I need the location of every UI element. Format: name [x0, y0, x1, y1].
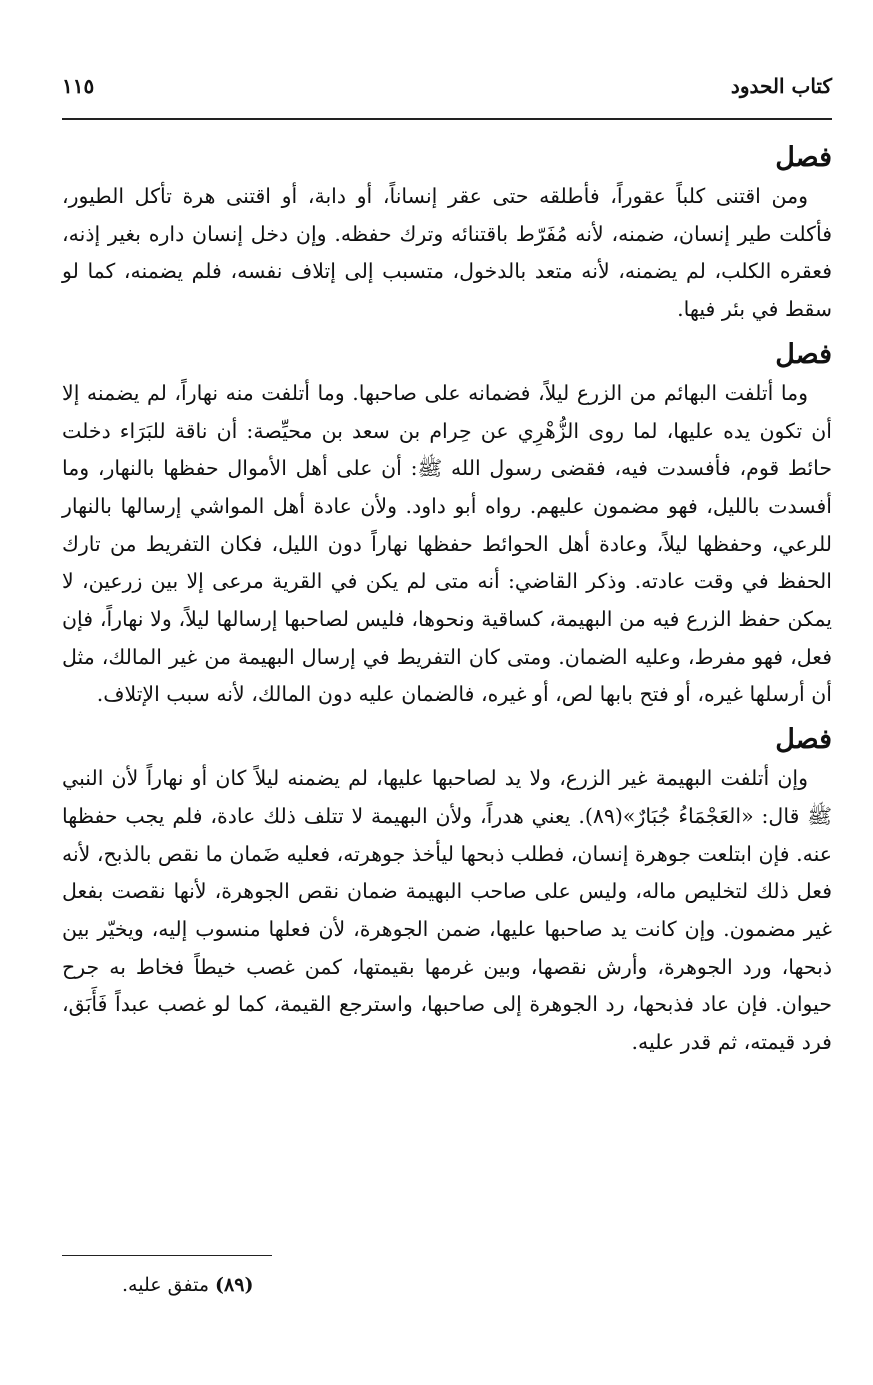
- header-divider: [62, 118, 832, 120]
- section-paragraph: ومن اقتنى كلباً عقوراً، فأطلقه حتى عقر إنساناً، أو دابة، أو اقتنى هرة تأكل الطيور، فأكلت طير إنسان، ضمنه، لأنه مُفَرّط باقتنائه وترك حفظه. وإن دخل إنسان داره بغير إذنه، فعقره الكلب، لم يضمنه، لأنه متعد بالدخول، متسبب إلى إتلاف نفسه، فلم يضمنه، كما لو سقط في بئر فيها.: [62, 184, 832, 322]
- page-body: [62, 138, 832, 1068]
- section-heading: فصل: [775, 142, 832, 173]
- footnote-text: متفق عليه.: [122, 1274, 209, 1296]
- section-paragraph: وما أتلفت البهائم من الزرع ليلاً، فضمانه على صاحبها. وما أتلفت منه نهاراً، لم يضمنه إلا أن تكون يده عليها، لما روى الزُّهْرِي عن حِرام بن سعد بن محيِّصة: أن ناقة للبَرَاء دخلت حائط قوم، فأفسدت فيه، فقضى رسول الله ﷺ: أن على أهل الأموال حفظها بالنهار، وما أفسدت بالليل، فهو مضمون عليهم. رواه أبو داود. ولأن عادة أهل المواشي إرسالها بالنهار للرعي، وحفظها ليلاً، وعادة أهل الحوائط حفظها نهاراً دون الليل، فكان التفريط من تارك الحفظ في وقت عادته. وذكر القاضي: أنه متى لم يكن في القرية مرعى إلا بين زرعين، لا يمكن حفظ الزرع فيه من البهيمة، كساقية ونحوها، فليس لصاحبها إرسالها ليلاً، ولا نهاراً، فإن فعل، فهو مفرط، وعليه الضمان. ومتى كان التفريط في إرسال البهيمة من غير المالك، مثل أن أرسلها غيره، أو فتح بابها لص، أو غيره، فالضمان عليه دون المالك، لأنه سبب الإتلاف.: [62, 380, 832, 707]
- section-paragraph: وإن أتلفت البهيمة غير الزرع، ولا يد لصاحبها عليها، لم يضمنه ليلاً كان أو نهاراً لأن النبي ﷺ قال: «العَجْمَاءُ جُبَارٌ»(٨٩). يعني هدراً، ولأن البهيمة لا تتلف ذلك عادة، فلم يجب حفظها عنه. فإن ابتلعت جوهرة إنسان، فطلب ذبحها ليأخذ جوهرته، فعليه ضَمان ما نقص بالذبح، لأنه فعل ذلك لتخليص ماله، وليس على صاحب البهيمة ضمان نقص الجوهرة، لأنها نقصت بفعل غير مضمون. وإن كانت يد صاحبها عليها، ضمن الجوهرة، لأن فعلها منسوب إليه، ويخيّر بين ذبحها، ورد الجوهرة، وأرش نقصها، وبين غرمها بقيمتها، كمن غصب خيطاً فخاط به جرح حيوان. فإن عاد فذبحها، رد الجوهرة إلى صاحبها، واسترجع القيمة، كما لو غصب عبداً فَأَبَق، فرد قيمته، ثم قدر عليه.: [61, 766, 832, 1055]
- section-2: [62, 335, 832, 714]
- footnote: [62, 1272, 832, 1298]
- running-header: [62, 66, 832, 106]
- section-heading: فصل: [775, 338, 832, 370]
- book-page: [62, 0, 832, 1385]
- footnote-divider: [62, 1255, 272, 1256]
- page-number: ١١٥: [62, 74, 95, 98]
- footnote-number: (٨٩): [215, 1274, 254, 1296]
- section-3: [62, 720, 832, 1062]
- book-title: كتاب الحدود: [730, 74, 832, 98]
- section-1: [62, 138, 832, 329]
- section-heading: فصل: [775, 724, 832, 756]
